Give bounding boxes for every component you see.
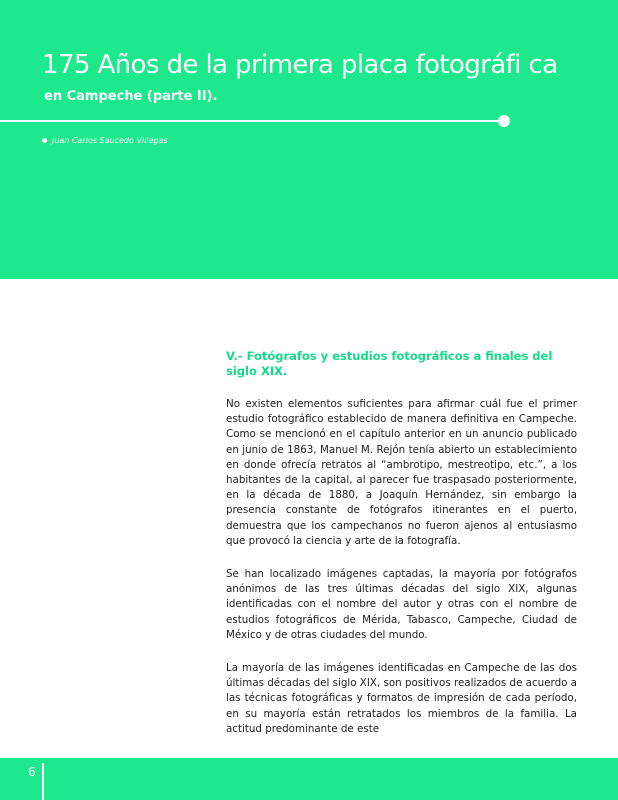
- page-number: 6: [28, 765, 36, 779]
- author-line: [42, 136, 168, 145]
- article-body: [226, 349, 577, 755]
- article-subtitle: en Campeche (parte II).: [44, 89, 218, 104]
- footer-divider: [42, 763, 44, 800]
- header-divider: [0, 120, 503, 122]
- body-paragraph: Se han localizado imágenes captadas, la mayoría por fotógrafos anónimos de las tres últimas décadas del siglo XIX, algunas identificadas con el nombre del autor y otras con el nombre de estudios fotográficos de Mérida, Tabasco, Campeche, Ciudad de México y de otras ciudades del mundo.: [226, 568, 577, 641]
- divider-dot-icon: [498, 115, 510, 127]
- bullet-icon: [42, 138, 47, 143]
- article-title: 175 Años de la primera placa fotográfi ca: [42, 50, 558, 80]
- body-paragraph: La mayoría de las imágenes identificadas en Campeche de las dos últimas décadas del siglo XIX, son positivos realizados de acuerdo a las técnicas fotográficas y formatos de impresión de cada período, en su mayoría están retratados los miembros de la familia. La actitud predominante de este: [226, 662, 577, 735]
- body-paragraph: No existen elementos suficientes para afirmar cuál fue el primer estudio fotográfico establecido de manera definitiva en Campeche. Como se mencionó en el capítulo anterior en un anuncio publicado en junio de 1863, Manuel M. Rejón tenía abierto un establecimiento en donde ofrecía retratos al “ambrotipo, mestreotipo, etc.”, a los habitantes de la capital, al parecer fue traspasado posteriormente, en la década de 1880, a Joaquín Hernández, sin embargo la presencia constante de fotógrafos itinerantes en el puerto, demuestra que los campechanos no fueron ajenos al entusiasmo que provocó la ciencia y arte de la fotografía.: [226, 398, 577, 547]
- section-heading: V.- Fotógrafos y estudios fotográficos a finales del siglo XIX.: [226, 349, 553, 378]
- author-name: Juan Carlos Saucedo Villegas: [52, 136, 168, 145]
- footer-band: [0, 758, 618, 800]
